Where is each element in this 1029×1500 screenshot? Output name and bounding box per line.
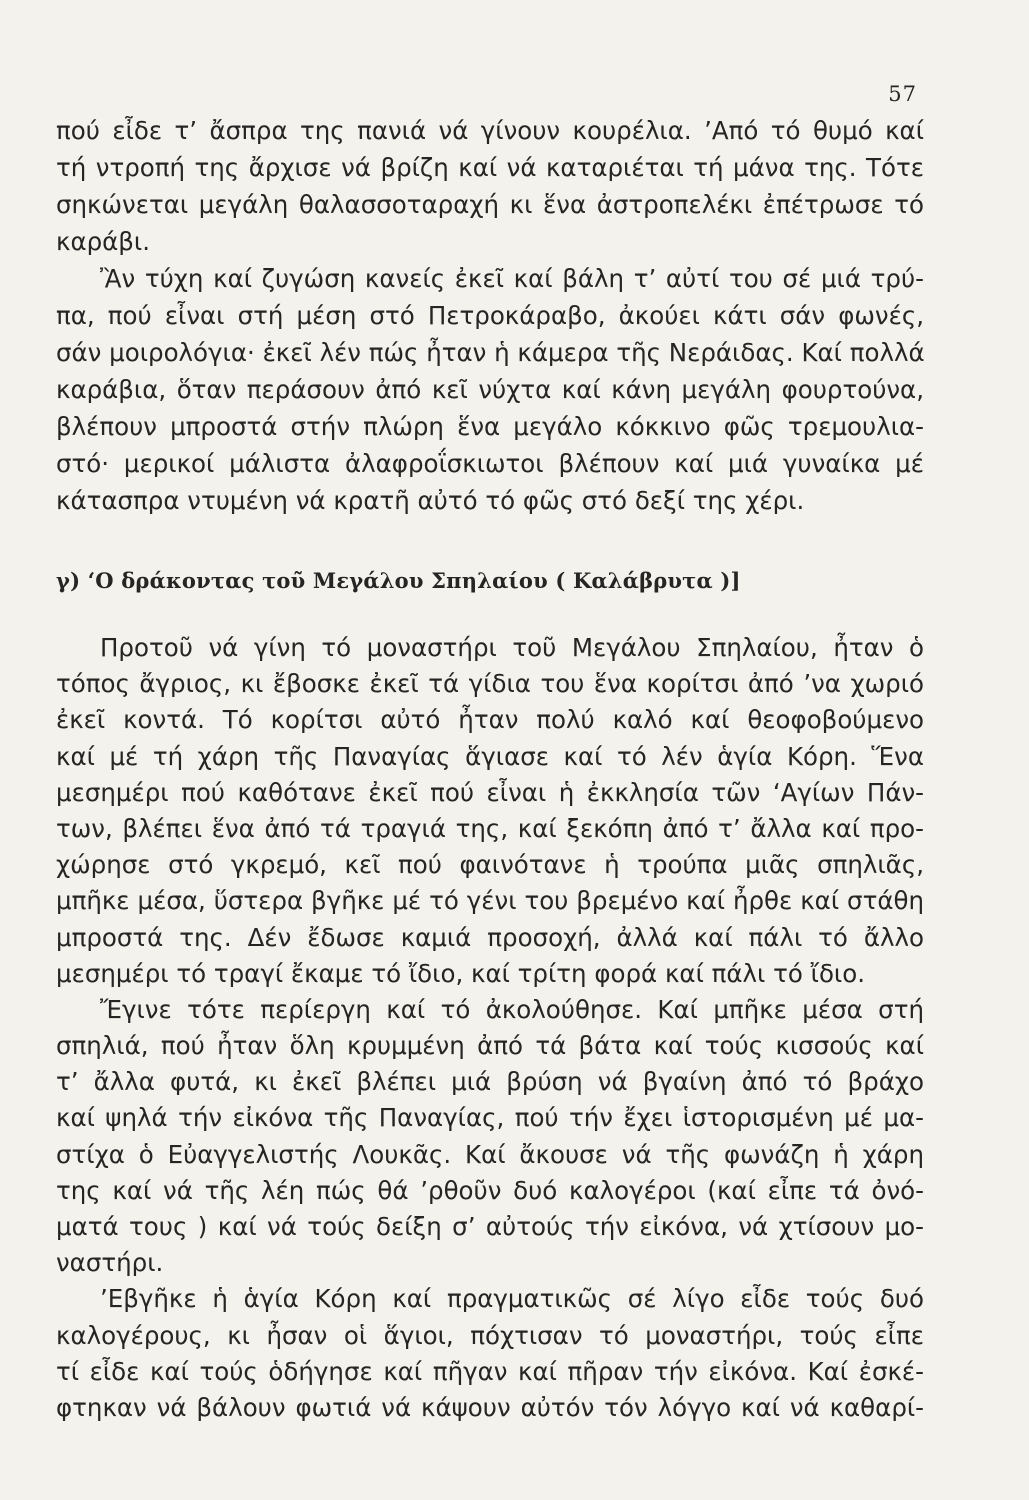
text-line: Προτοῦ νά γίνη τό μοναστήρι τοῦ Μεγάλου Σπηλαίου, ἦταν ὁ: [100, 633, 924, 662]
text-line: σπηλιά, πού ἦταν ὅλη κρυμμένη ἀπό τά βάτα καί τούς κισσούς καί: [56, 1031, 924, 1061]
text-line: Ἔγινε τότε περίεργη καί τό ἀκολούθησε. Καί μπῆκε μέσα στή: [100, 994, 924, 1024]
text-line: καράβι.: [56, 227, 151, 256]
text-line: καράβια, ὅταν περάσουν ἀπό κεῖ νύχτα καί κάνη μεγάλη φουρτούνα,: [56, 375, 924, 404]
text-line: ματά τους ) καί νά τούς δείξη σ’ αὐτούς τήν εἰκόνα, νά χτίσουν μο-: [56, 1212, 924, 1241]
text-line: τ’ ἄλλα φυτά, κι ἐκεῖ βλέπει μιά βρύση νά βγαίνη ἀπό τό βράχο: [56, 1067, 924, 1097]
text-line: σηκώνεται μεγάλη θαλασσοταραχή κι ἕνα ἀστροπελέκι ἐπέτρωσε τό: [56, 190, 924, 219]
section-2-text: [56, 630, 924, 1426]
text-line: μπῆκε μέσα, ὕστερα βγῆκε μέ τό γένι του βρεμένο καί ἦρθε καί στάθη: [56, 886, 924, 916]
text-line: στό· μερικοί μάλιστα ἀλαφροΐσκιωτοι βλέπουν καί μιά γυναίκα μέ: [56, 449, 924, 478]
section-1-text: [56, 112, 924, 519]
text-line: μεσημέρι πού καθότανε ἐκεῖ πού εἶναι ἡ ἐκκλησία τῶν ‘Αγίων Πάν-: [56, 777, 924, 807]
text-line: ’Εβγῆκε ἡ ἁγία Κόρη καί πραγματικῶς σέ λίγο εἶδε τούς δυό: [100, 1284, 924, 1314]
text-line: μπροστά της. Δέν ἔδωσε καμιά προσοχή, ἀλλά καί πάλι τό ἄλλο: [56, 922, 924, 952]
text-line: της καί νά τῆς λέη πώς θά ’ρθοῦν δυό καλογέροι (καί εἶπε τά ὀνό-: [56, 1175, 924, 1205]
text-line: καλογέρους, κι ἦσαν οἱ ἅγιοι, πόχτισαν τό μοναστήρι, τούς εἶπε: [56, 1320, 924, 1350]
text-line: μεσημέρι τό τραγί ἔκαμε τό ἴδιο, καί τρίτη φορά καί πάλι τό ἴδιο.: [56, 958, 866, 988]
text-line: ναστήρι.: [56, 1248, 164, 1278]
text-line: τή ντροπή της ἄρχισε νά βρίζη καί νά καταριέται τή μάνα της. Τότε: [56, 153, 924, 182]
text-line: καί μέ τή χάρη τῆς Παναγίας ἅγιασε καί τό λέν ἁγία Κόρη. Ἕνα: [56, 741, 924, 771]
text-line: χώρησε στό γκρεμό, κεῖ πού φαινότανε ἡ τρούπα μιᾶς σπηλιᾶς,: [56, 850, 924, 880]
text-line: φτηκαν νά βάλουν φωτιά νά κάψουν αὐτόν τόν λόγγο καί νά καθαρί-: [56, 1392, 924, 1422]
text-line: καί ψηλά τήν εἰκόνα τῆς Παναγίας, πού τήν ἔχει ἱστορισμένη μέ μα-: [56, 1103, 924, 1133]
text-line: των, βλέπει ἕνα ἀπό τά τραγιά της, καί ξεκόπη ἀπό τ’ ἄλλα καί προ-: [56, 813, 924, 843]
text-line: τί εἶδε καί τούς ὁδήγησε καί πῆγαν καί πῆραν τήν εἰκόνα. Καί ἐσκέ-: [56, 1356, 924, 1386]
text-line: ἐκεῖ κοντά. Τό κορίτσι αὐτό ἦταν πολύ καλό καί θεοφοβούμενο: [56, 705, 924, 735]
page-number: 57: [888, 82, 917, 106]
text-line: στίχα ὁ Εὐαγγελιστής Λουκᾶς. Καί ἄκουσε νά τῆς φωνάζη ἡ χάρη: [56, 1139, 924, 1169]
text-line: βλέπουν μπροστά στήν πλώρη ἕνα μεγάλο κόκκινο φῶς τρεμουλια-: [56, 412, 924, 441]
text-line: Ἂν τύχη καί ζυγώση κανείς ἐκεῖ καί βάλη τ’ αὐτί του σέ μιά τρύ-: [100, 264, 924, 293]
text-line: σάν μοιρολόγια· ἐκεῖ λέν πώς ἦταν ἡ κάμερα τῆς Νεράιδας. Καί πολλά: [56, 338, 925, 367]
section-heading: γ) ‘Ο δράκοντας τοῦ Μεγάλου Σπηλαίου ( Καλάβρυτα )]: [56, 568, 741, 593]
text-line: τόπος ἄγριος, κι ἔβοσκε ἐκεῖ τά γίδια του ἕνα κορίτσι ἀπό ’να χωριό: [56, 669, 924, 699]
text-line: πα, πού εἶναι στή μέση στό Πετροκάραβο, ἀκούει κάτι σάν φωνές,: [56, 301, 924, 330]
text-line: πού εἶδε τ’ ἄσπρα της πανιά νά γίνουν κουρέλια. ’Από τό θυμό καί: [56, 116, 924, 145]
text-line: κάτασπρα ντυμένη νά κρατῆ αὐτό τό φῶς στό δεξί της χέρι.: [56, 486, 805, 515]
